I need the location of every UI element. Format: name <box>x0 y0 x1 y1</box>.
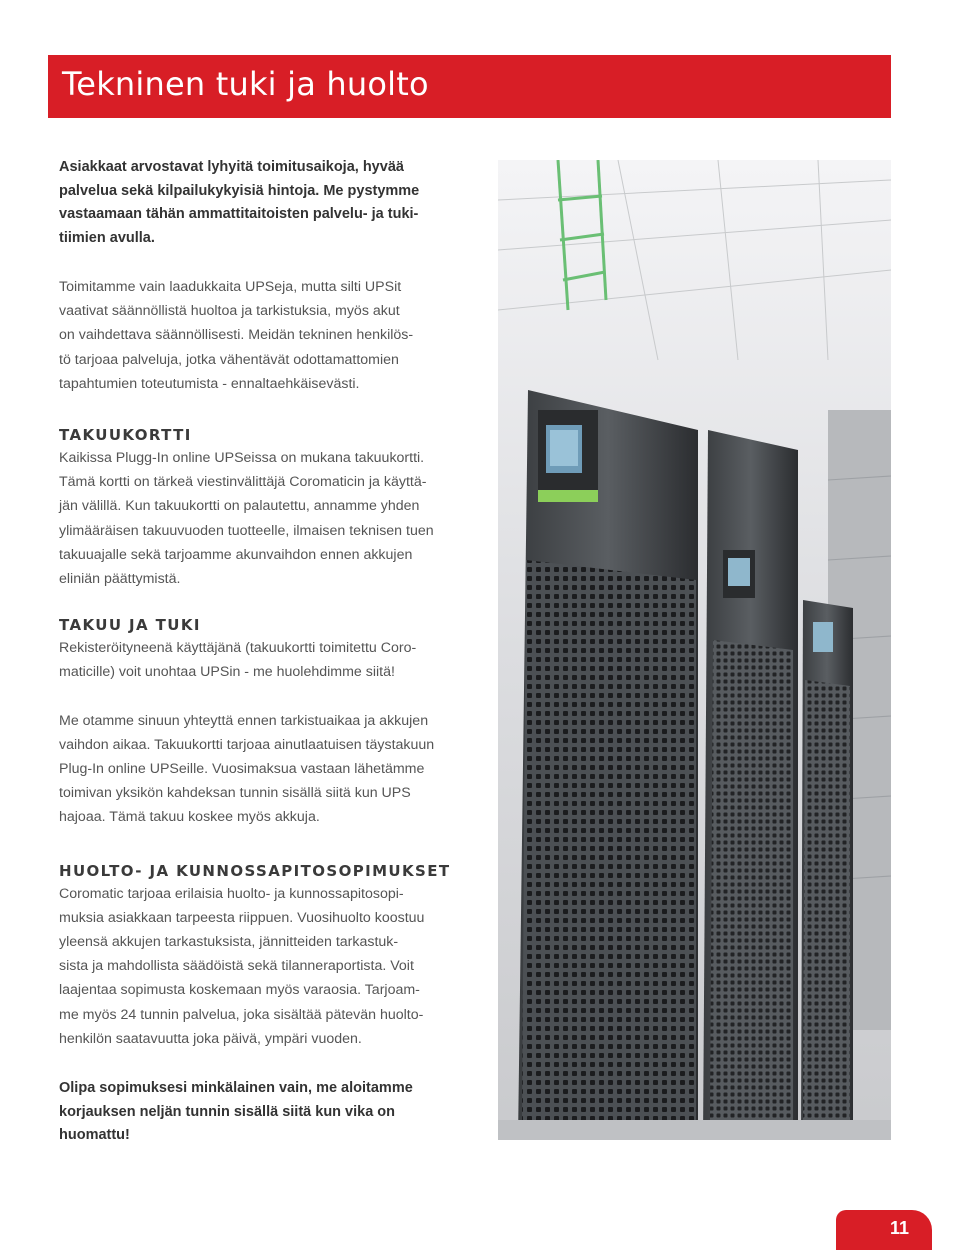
section-heading-huolto: HUOLTO- JA KUNNOSSAPITOSOPIMUKSET <box>59 861 451 880</box>
text-line: me myös 24 tunnin palvelua, joka sisältää pätevän huolto- <box>59 1006 424 1023</box>
text-line: hajoaa. Tämä takuu koskee myös akkuja. <box>59 809 320 826</box>
section-body-huolto <box>59 882 459 1051</box>
text-line: henkilön saatavuutta joka päivä, ympäri vuoden. <box>59 1030 362 1047</box>
section-body-takuukortti <box>59 446 459 591</box>
text-line: muksia asiakkaan tarpeesta riippuen. Vuosihuolto koostuu <box>59 909 425 926</box>
text-line: Me otamme sinuun yhteyttä ennen tarkistuaikaa ja akkujen <box>59 712 429 729</box>
text-line: palvelua sekä kilpailukykyisiä hintoja. Me pystymme <box>59 182 420 199</box>
text-line: eliniän päättymistä. <box>59 571 181 588</box>
page-number: 11 <box>890 1218 910 1238</box>
intro-lead <box>59 156 459 250</box>
text-line: Coromatic tarjoaa erilaisia huolto- ja kunnossapitosopi- <box>59 885 404 902</box>
section-heading-takuukortti: TAKUUKORTTI <box>59 426 192 445</box>
text-line: Toimitamme vain laadukkaita UPSeja, mutta silti UPSit <box>59 279 402 295</box>
text-line: Rekisteröityneenä käyttäjänä (takuukortti toimitettu Coro- <box>59 640 417 657</box>
text-line: laajentaa sopimusta koskemaan myös varaosia. Tarjoam- <box>59 982 420 999</box>
text-line: takuuajalle sekä tarjoamme akunvaihdon ennen akkujen <box>59 546 413 563</box>
closing-statement <box>59 1077 459 1148</box>
ups-cabinets-photo <box>498 160 891 1140</box>
text-line: tiimien avulla. <box>59 229 155 246</box>
text-line: sista ja mahdollista säädöistä sekä tilanneraportista. Voit <box>59 958 414 975</box>
text-line: on vaihdettava säännöllisesti. Meidän tekninen henkilös- <box>59 327 414 344</box>
text-line: korjauksen neljän tunnin sisällä siitä kun vika on <box>59 1103 396 1120</box>
text-line: vaihdon aikaa. Takuukortti tarjoaa ainutlaatuisen täystakuun <box>59 736 435 753</box>
section-heading-takuu-ja-tuki: TAKUU JA TUKI <box>59 616 201 635</box>
text-line: vaativat säännöllistä huoltoa ja tarkistuksia, myös akut <box>59 303 400 320</box>
text-line: vastaamaan tähän ammattitaitoisten palvelu- ja tuki- <box>59 206 419 222</box>
section-body-takuu-ja-tuki <box>59 636 459 684</box>
text-line: Tämä kortti on tärkeä viestinvälittäjä Coromaticin ja käyttä- <box>59 474 427 491</box>
text-line: toimivan yksikön kahdeksan tunnin sisällä siitä kun UPS <box>59 785 411 802</box>
text-line: maticille) voit unohtaa UPSin - me huolehdimme siitä! <box>59 664 395 681</box>
text-line: tö tarjoaa palveluja, jotka vähentävät odottamattomien <box>59 351 399 368</box>
text-line: yleensä akkujen tarkastuksista, jännitteiden tarkastuk- <box>59 934 399 951</box>
text-line: huomattu! <box>59 1127 130 1144</box>
text-line: jän välillä. Kun takuukortti on palautettu, annamme yhden <box>59 498 420 515</box>
intro-body <box>59 275 459 396</box>
page-title: Tekninen tuki ja huolto <box>62 65 429 103</box>
section-body-takuu-ja-tuki-2 <box>59 709 459 830</box>
text-column <box>59 156 459 1148</box>
text-line: ylimääräisen takuuvuoden tuotteelle, ilmaisen teknisen tuen <box>59 522 434 539</box>
text-line: Olipa sopimuksesi minkälainen vain, me aloitamme <box>59 1080 413 1097</box>
title-banner <box>48 55 891 118</box>
ups-cabinets-illustration <box>498 160 891 1140</box>
text-line: Kaikissa Plugg-In online UPSeissa on mukana takuukortti. <box>59 450 425 467</box>
text-line: Plug-In online UPSeille. Vuosimaksua vastaan lähetämme <box>59 761 425 778</box>
text-line: Asiakkaat arvostavat lyhyitä toimitusaikoja, hyvää <box>59 159 404 175</box>
page-number-badge <box>836 1210 932 1250</box>
text-line: tapahtumien toteutumista - ennaltaehkäisevästi. <box>59 375 360 392</box>
